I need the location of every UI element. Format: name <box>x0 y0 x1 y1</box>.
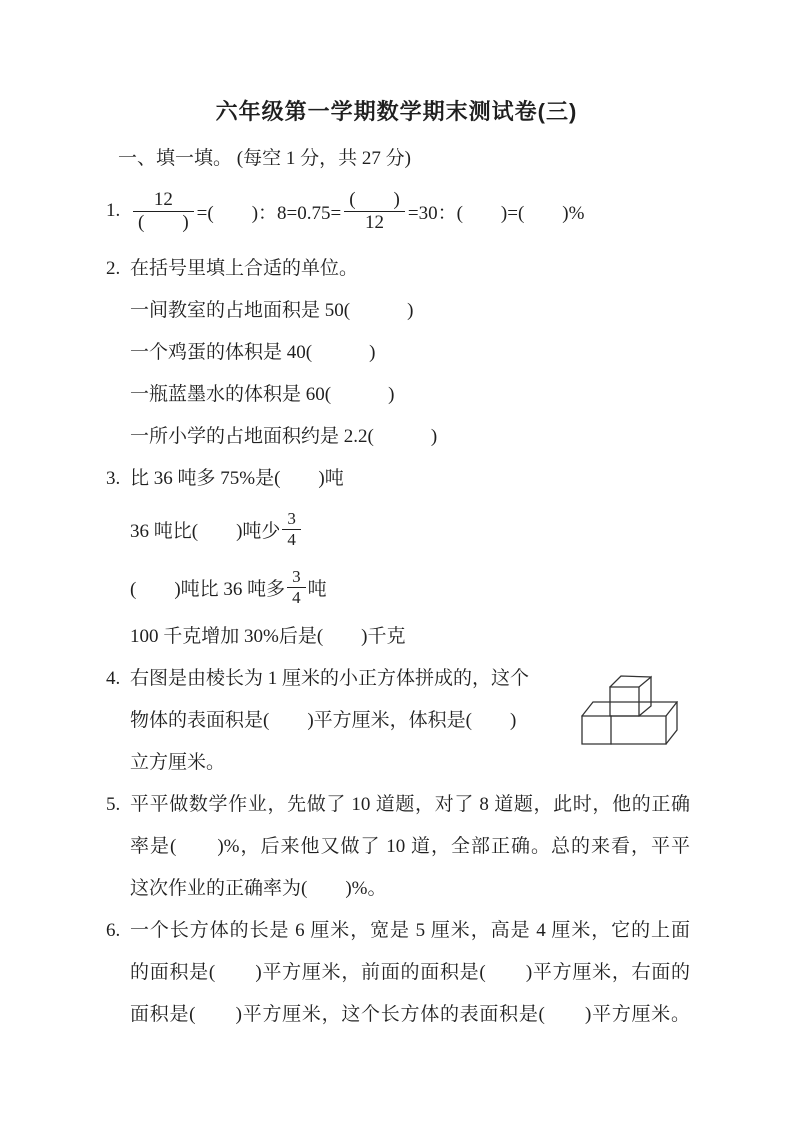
question-4-line: 右图是由棱长为 1 厘米的小正方体拼成的，这个 <box>130 668 530 689</box>
question-2-prompt: 在括号里填上合适的单位。 <box>130 258 359 279</box>
question-4 <box>106 658 793 784</box>
statement-text: 吨 <box>307 578 327 600</box>
equation-segment: =30：( )=( )% <box>407 202 585 224</box>
question-6-line: 一个长方体的长是 6 厘米，宽是 5 厘米，高是 4 厘米，它的上面 <box>130 920 690 941</box>
question-2-item: 一所小学的占地面积约是 2.2( ) <box>130 426 438 447</box>
unit-cubes-figure <box>578 670 678 746</box>
question-1-equation <box>130 182 584 240</box>
fraction-denominator: 4 <box>282 529 301 550</box>
fraction <box>344 189 405 234</box>
equation-segment: =( )：8=0.75= <box>196 202 342 224</box>
question-6-line: 面积是( )平方厘米，这个长方体的表面积是( )平方厘米。 <box>130 1004 690 1025</box>
fraction-denominator: 4 <box>287 587 306 608</box>
question-5-line: 平平做数学作业，先做了 10 道题，对了 8 道题，此时，他的正确 <box>130 794 690 815</box>
section-heading: 一、填一填。 (每空 1 分，共 27 分) <box>118 148 411 169</box>
question-2-number: 2. <box>106 258 121 279</box>
question-2-item: 一间教室的占地面积是 50( ) <box>130 300 414 321</box>
fraction-numerator: 12 <box>153 188 173 210</box>
question-5-line: 这次作业的正确率为( )%。 <box>130 878 387 899</box>
statement-text: ( )吨比 36 吨多 <box>130 578 286 600</box>
fraction-denominator: 12 <box>344 211 405 234</box>
fraction-numerator: ( ) <box>349 188 400 210</box>
question-3 <box>106 458 793 658</box>
question-3-line: 100 千克增加 30%后是( )千克 <box>130 626 406 647</box>
question-3-line <box>130 558 405 616</box>
question-5-number: 5. <box>106 794 121 815</box>
question-2-body <box>130 248 437 458</box>
question-2 <box>106 248 793 458</box>
question-4-line: 立方厘米。 <box>130 752 226 773</box>
page-title: 六年级第一学期数学期末测试卷(三) <box>215 99 578 124</box>
question-1-body <box>130 182 584 240</box>
question-4-body <box>130 658 560 784</box>
question-6-number: 6. <box>106 920 121 941</box>
fraction <box>133 189 194 234</box>
question-5-line: 率是( )%，后来他又做了 10 道，全部正确。总的来看，平平 <box>130 836 690 857</box>
question-3-number: 3. <box>106 468 121 489</box>
question-3-line: 比 36 吨多 75%是( )吨 <box>130 468 344 489</box>
question-1 <box>106 182 793 240</box>
question-6-line: 的面积是( )平方厘米，前面的面积是( )平方厘米，右面的 <box>130 962 690 983</box>
fraction <box>287 567 306 607</box>
question-6 <box>106 910 793 1036</box>
question-4-number: 4. <box>106 668 121 689</box>
statement-text: 36 吨比( )吨少 <box>130 520 281 542</box>
fraction-numerator: 3 <box>287 508 296 528</box>
question-5 <box>106 784 793 910</box>
question-1-number: 1. <box>106 200 121 221</box>
fraction <box>282 509 301 549</box>
question-4-line: 物体的表面积是( )平方厘米，体积是( ) <box>130 710 517 731</box>
question-2-item: 一个鸡蛋的体积是 40( ) <box>130 342 376 363</box>
fraction-denominator: ( ) <box>133 211 194 234</box>
question-5-body <box>130 784 690 910</box>
question-3-line <box>130 500 405 558</box>
fraction-numerator: 3 <box>292 566 301 586</box>
question-3-body <box>130 458 405 658</box>
question-6-body <box>130 910 690 1036</box>
question-2-item: 一瓶蓝墨水的体积是 60( ) <box>130 384 395 405</box>
